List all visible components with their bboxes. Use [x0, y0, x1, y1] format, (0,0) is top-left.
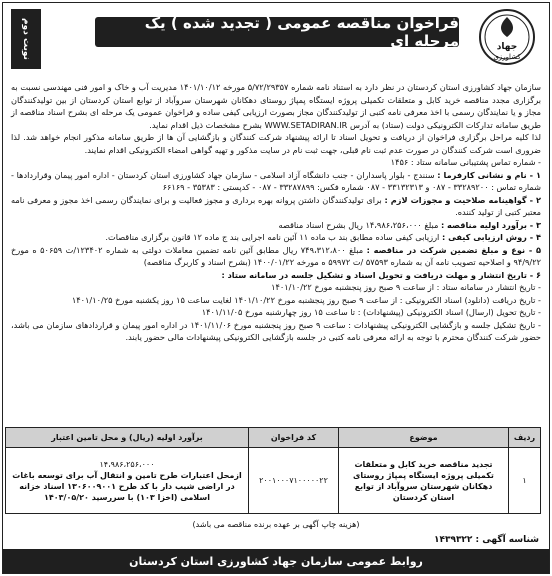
- table-header-row: [6, 428, 541, 448]
- footer-public-relations: روابط عمومی سازمان جهاد کشاورزی استان کردستان: [3, 549, 549, 573]
- column-header-estimate: برآورد اولیه (ریال) و محل تامین اعتبار: [6, 428, 249, 448]
- item-text: مبلغ ۷۴۹،۳۱۲،۸۰۰ ریال مطابق آئین نامه تضمین معاملات دولتی به شماره ۱۲۳۴۰۲/ت ۵۰۶۵۹ ه مورخ ۹۴/۹/۲۲ و اصلاحیه تصویب نامه آن به شماره ۵۷۵۹۳ /ت ۵۹۹۷۲ ه مورخه ۱۴۰۰/۰۱/۲۲ (بشرح اسناد و کاربرگ مناقصه): [11, 244, 541, 267]
- item-label: ۳ - برآورد اولیه مناقصه :: [440, 219, 541, 230]
- item-text: مبلغ ۱۴،۹۸۶،۲۵۶،۰۰۰ ریال بشرح اسناد مناقصه: [278, 219, 439, 230]
- print-cost-note: (هزینه چاپ آگهی بر عهده برنده مناقصه می باشد): [192, 520, 360, 529]
- cell-subject: تجدید مناقصه خرید کابل و متعلقات تکمیلی پروژه ایستگاه پمپاژ روستای دهکانان شهرستان سروآباد از توابع استان کردستان: [339, 448, 509, 514]
- item-employer: [11, 169, 541, 194]
- jahad-logo: [469, 7, 545, 69]
- table-row: [6, 448, 541, 514]
- ad-id: شناسه آگهی : ۱۴۳۹۳۲۲: [433, 535, 539, 545]
- item-label: ۱ - نام و نشانی کارفرما :: [437, 169, 541, 180]
- date-submit: - تاریخ تحویل (ارسال) اسناد الکترونیکی (پیشنهادات) : تا ساعت ۱۵ روز چهارشنبه مورخ ۱۴۰۱/۱۱/۰۵: [201, 307, 541, 317]
- item-label: ۶ - تاریخ انتشار و مهلت دریافت و تحویل اسناد و تشکیل جلسه در سامانه ستاد :: [221, 269, 541, 280]
- item-label: ۴ - روش ارزیابی کیفی :: [441, 232, 541, 242]
- cell-estimate: [6, 448, 249, 514]
- item-guarantee: [11, 244, 541, 269]
- item-evaluation: [11, 231, 541, 244]
- item-label: ۵ - نوع و مبلغ تضمین شرکت در مناقصه :: [366, 244, 541, 255]
- cell-funding: ازمحل اعتبارات طرح تامین و انتقال آب برای توسعه باغات در اراضی شیب دار با کد طرح ۱۳۰۶۰۰۹۰۰۱ اسناد خزانه اسلامی (اخزا ۱۰۳) با سررسید ۱۴۰۳/۰۵/۲۰: [12, 470, 242, 502]
- cell-row-number: ۱: [509, 448, 541, 514]
- column-header-code: کد فراخوان: [249, 428, 339, 448]
- column-header-row-number: ردیف: [509, 428, 541, 448]
- cell-amount: ۱۴،۹۸۶،۲۵۶،۰۰۰: [99, 459, 155, 469]
- item-certificate: [11, 194, 541, 219]
- header: [3, 3, 549, 73]
- item-label: ۲ - گواهینامه صلاحیت و مجوزات لازم :: [384, 194, 541, 205]
- logo-text-2: کشاورزی: [493, 53, 521, 61]
- body-text: [11, 81, 541, 344]
- column-header-subject: موضوع: [339, 428, 509, 448]
- support-phone: - شماره تماس پشتیبانی سامانه ستاد : ۱۴۵۶: [390, 157, 541, 167]
- item-text: سنندج - بلوار پاسداران - جنب دانشگاه آزاد اسلامی - سازمان جهاد کشاورزی استان کردستان - اداره امور پیمان وقراردادها - شماره تماس : ۳۳۲۸۹۲۰۰ - ۰۸۷ و ۳۳۱۳۲۳۱۳ - ۰۸۷ شماره فکس: ۳۳۲۸۷۸۹۹ - ۰۸۷ - کدپستی : ۳۵۳۸۳ - ۶۶۱۶۹: [11, 169, 541, 192]
- tender-table: [5, 427, 541, 514]
- logo-text-1: جهاد: [496, 42, 518, 52]
- item-text: برای تولیدکنندگان داشتن پروانه بهره برداری و مجوز فعالیت و برای نمایندگان رسمی اخذ مجوز و معرفی نامه معتبر کتبی از تولید کننده.: [11, 194, 541, 217]
- badge-second-turn: نوبت دوم: [11, 9, 41, 69]
- intro-paragraph: سازمان جهاد کشاورزی استان کردستان در نظر دارد به استناد نامه شماره ۵/۷۲/۲۹۳۵۷ مورخه ۱۴۰۱/۱۰/۱۲ مدیریت آب و خاک و امور فنی مهندسی نسبت به برگزاری مجدد مناقصه خرید کابل و متعلقات تکمیلی پروژه ایستگاه پمپاژ روستای دهکانان شهرستان سروآباد از توابع استان کردستان از بین تولیدکنندگان مجاز و یا نمایندگان رسمی با اخذ معرفی نامه کتبی از تولیدکنندگان مجاز بصورت ارزیابی کیفی ساده و فراخوان عمومی یک مرحله ای بشرح اسناد مناقصه از طریق سامانه تدارکات الکترونیکی دولت (ستاد) به آدرس WWW.SETADIRAN.IR بشرح مشخصات ذیل اقدام نماید.: [11, 82, 541, 130]
- date-publish: - تاریخ انتشار در سامانه ستاد : از ساعت ۹ صبح روز پنجشنبه مورخ ۱۴۰۱/۱۰/۲۲: [271, 282, 541, 292]
- date-opening: - تاریخ تشکیل جلسه و بازگشایی الکترونیکی پیشنهادات : ساعت ۹ صبح روز پنجشنبه مورخ ۱۴۰۱/۱۱/۰۶ در اداره امور پیمان و قراردادهای سازمان می باشد، حضور شرکت کنندگان محترم با توجه به ارائه معرفی نامه کتبی در جلسه بازگشایی الکترونیکی پیشنهادات مالی حضور یابند.: [11, 319, 542, 342]
- cell-code: ۲۰۰۱۰۰۰۷۱۰۰۰۰۰۲۲: [249, 448, 339, 514]
- page-title: فراخوان مناقصه عمومی ( تجدید شده ) یک مرحله ای: [95, 17, 459, 47]
- item-schedule: [11, 269, 541, 282]
- instructions-paragraph: لذا کلیه مراحل برگزاری فراخوان از دریافت و تحویل اسناد تا ارائه پیشنهاد شرکت کنندگان و بازگشایی آن ها از طریق سامانه مذکور انجام خواهد شد. لذا ضروری است شرکت کنندگان در صورت عدم ثبت نام قبلی، جهت ثبت نام در سایت مذکور و تهیه گواهی امضاء الکترونیکی اقدام نمایند.: [11, 132, 541, 155]
- item-estimate: [11, 219, 541, 232]
- advertisement-frame: [2, 2, 550, 574]
- logo-emblem-icon: [469, 7, 545, 69]
- date-download: - تاریخ دریافت (دانلود) اسناد الکترونیکی : از ساعت ۹ صبح روز پنجشنبه مورخ ۱۴۰۱/۱۰/۲۲ لغایت ساعت ۱۵ روز یکشنبه مورخ ۱۴۰۱/۱۰/۲۵: [71, 294, 541, 305]
- item-text: ارزیابی کیفی ساده مطابق بند ب ماده ۱۱ آئین نامه اجرایی بند ج ماده ۱۲ قانون برگزاری مناقصات.: [105, 232, 440, 242]
